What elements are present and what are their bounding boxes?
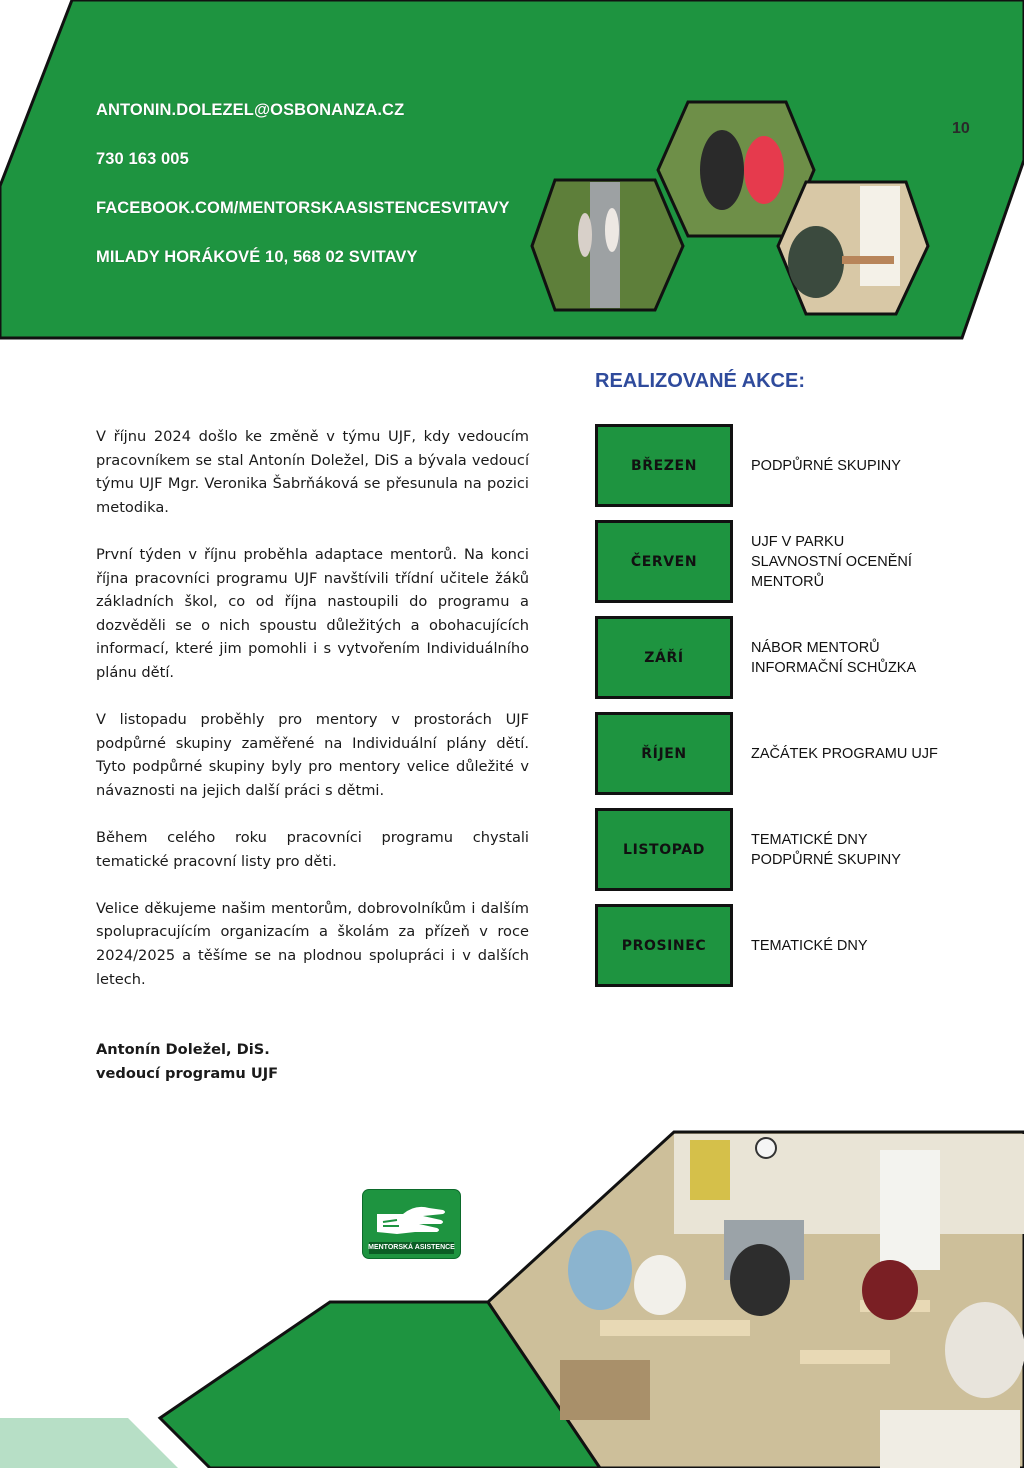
month-box-prosinec: PROSINEC <box>595 904 733 987</box>
desc-line: MENTORŮ <box>751 573 825 590</box>
desc-line: INFORMAČNÍ SCHŮZKA <box>751 659 917 676</box>
desc-line: UJF V PARKU <box>751 533 845 550</box>
desc-line: NÁBOR MENTORŮ <box>751 639 880 656</box>
month-box-zari: ZÁŘÍ <box>595 616 733 699</box>
signature-role: vedoucí programu UJF <box>96 1065 279 1082</box>
contact-facebook[interactable]: FACEBOOK.COM/MENTORSKAASISTENCESVITAVY <box>96 199 510 217</box>
classroom-photo <box>488 1132 1024 1468</box>
actions-title: REALIZOVANÉ AKCE: <box>595 370 805 392</box>
month-box-rijen: ŘÍJEN <box>595 712 733 795</box>
month-desc-brezen <box>751 424 951 507</box>
body-text <box>96 425 529 1015</box>
desc-line: PODPŮRNÉ SKUPINY <box>751 851 901 868</box>
month-desc-listopad <box>751 808 951 891</box>
paragraph: První týden v říjnu proběhla adaptace mentorů. Na konci října pracovníci programu UJF navštívili třídní učitele žáků základních škol, co od října nastoupili do programu a dozvěděli se o nich spoustu důležitých a obohacujících informací, které jim pomohli i s vytvořením Individuálního plánu dětí. <box>96 545 529 681</box>
month-box-listopad: LISTOPAD <box>595 808 733 891</box>
contact-phone[interactable]: 730 163 005 <box>96 150 189 168</box>
paragraph: Během celého roku pracovníci programu chystali tematické pracovní listy pro děti. <box>96 829 529 870</box>
desc-line: PODPŮRNÉ SKUPINY <box>751 457 901 474</box>
signature <box>96 1038 278 1086</box>
logo-text: MENTORSKÁ ASISTENCE <box>368 1244 455 1251</box>
desc-line: SLAVNOSTNÍ OCENĚNÍ <box>751 553 912 570</box>
paragraph: Velice děkujeme našim mentorům, dobrovolníkům i dalším spolupracujícím organizacím a školám za přízeň v roce 2024/2025 a těšíme se na plodnou spolupráci i v dalších letech. <box>96 899 529 988</box>
contact-address: MILADY HORÁKOVÉ 10, 568 02 SVITAVY <box>96 248 418 266</box>
paragraph: V listopadu proběhly pro mentory v prostorách UJF podpůrné skupiny zaměřené na Individuální plány dětí. Tyto podpůrné skupiny byly pro mentory velice důležité v návaznosti na jejich další práci s dětmi. <box>96 711 529 799</box>
mentorska-asistence-logo <box>363 1190 460 1258</box>
month-desc-prosinec <box>751 904 951 987</box>
page-number: 10 <box>952 120 970 137</box>
month-desc-rijen <box>751 712 951 795</box>
month-desc-cerven <box>751 520 951 603</box>
contact-email[interactable]: ANTONIN.DOLEZEL@OSBONANZA.CZ <box>96 101 405 119</box>
desc-line: TEMATICKÉ DNY <box>751 937 868 954</box>
hexagon-photo-table <box>778 182 928 314</box>
signature-name: Antonín Doležel, DiS. <box>96 1041 270 1058</box>
month-box-cerven: ČERVEN <box>595 520 733 603</box>
month-box-brezen: BŘEZEN <box>595 424 733 507</box>
desc-line: TEMATICKÉ DNY <box>751 831 868 848</box>
desc-line: ZAČÁTEK PROGRAMU UJF <box>751 745 938 762</box>
hexagon-photo-park <box>532 180 683 310</box>
month-desc-zari <box>751 616 951 699</box>
footer-light-shape <box>0 1418 178 1468</box>
paragraph: V říjnu 2024 došlo ke změně v týmu UJF, kdy vedoucím pracovníkem se stal Antonín Doležel, DiS a bývala vedoucí týmu UJF Mgr. Veronika Šabrňáková se přesunula na pozici metodika. <box>96 428 529 516</box>
